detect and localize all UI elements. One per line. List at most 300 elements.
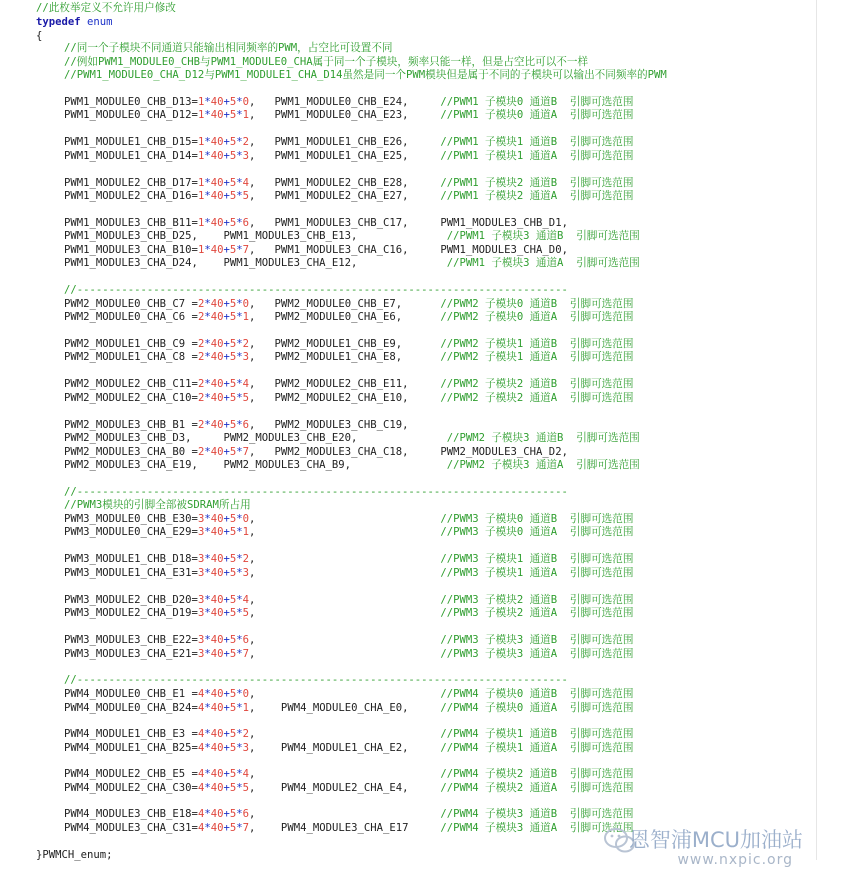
code-operator: *	[236, 190, 243, 202]
code-comment: //PWM2 子模块3 通道A 引脚可选范围	[446, 459, 640, 471]
code-comment: //PWM2 子模块1 通道A 引脚可选范围	[440, 351, 634, 363]
code-operator: *	[204, 190, 211, 202]
code-comment: //PWM3 子模块1 通道B 引脚可选范围	[440, 553, 634, 565]
watermark	[583, 814, 833, 874]
code-line	[36, 2, 176, 15]
code-comment: //同一个子模块不同通道只能输出相同频率的PWM，占空比可设置不同	[64, 42, 393, 54]
code-number: 5	[229, 96, 237, 108]
code-number: 40	[210, 742, 224, 754]
code-comment: //PWM3 子模块0 通道A 引脚可选范围	[440, 526, 634, 538]
code-operator: enum	[87, 16, 113, 28]
code-comment: //PWM1 子模块0 通道B 引脚可选范围	[440, 96, 634, 108]
code-operator: +	[223, 702, 230, 714]
code-operator: *	[236, 419, 243, 431]
code-comment: //-----------------------------------------------------------------------------	[64, 486, 568, 498]
code-line	[64, 432, 640, 445]
code-comment: //PWM2 子模块0 通道B 引脚可选范围	[440, 298, 634, 310]
code-number: 2	[197, 419, 205, 431]
code-comment: //-----------------------------------------------------------------------------	[64, 674, 568, 686]
code-number: 40	[210, 311, 224, 323]
code-number: 3	[197, 513, 205, 525]
code-line	[64, 808, 633, 821]
code-number: 0	[242, 688, 250, 700]
code-comment: //PWM2 子模块2 通道B 引脚可选范围	[440, 378, 634, 390]
code-operator: *	[236, 742, 243, 754]
code-operator: *	[204, 553, 211, 565]
code-operator: +	[223, 338, 230, 350]
code-line	[64, 594, 633, 607]
code-operator: *	[236, 526, 243, 538]
code-operator: +	[223, 526, 230, 538]
code-token: PWM3_MODULE1_CHB_D18=	[64, 553, 198, 565]
editor-guide-line	[816, 0, 817, 860]
code-token: PWM1_MODULE1_CHB_D15=	[64, 136, 198, 148]
code-comment: //-----------------------------------------------------------------------------	[64, 284, 568, 296]
code-line	[64, 634, 633, 647]
code-line	[64, 378, 633, 391]
code-operator: *	[204, 351, 211, 363]
code-keyword: typedef	[36, 16, 81, 28]
code-token: ,	[249, 648, 441, 660]
code-comment: //PWM4 子模块1 通道A 引脚可选范围	[440, 742, 634, 754]
code-operator: +	[223, 742, 230, 754]
code-line	[64, 728, 633, 741]
code-operator: *	[236, 513, 243, 525]
code-number: 5	[229, 648, 237, 660]
code-line	[64, 688, 633, 701]
code-number: 5	[229, 109, 237, 121]
code-comment: //PWM1 子模块1 通道A 引脚可选范围	[440, 150, 634, 162]
code-line	[64, 230, 640, 243]
code-token: ,	[249, 567, 441, 579]
code-line	[64, 150, 633, 163]
code-line	[64, 768, 633, 781]
code-token: PWM4_MODULE1_CHA_B25=	[64, 742, 198, 754]
code-number: 3	[242, 567, 250, 579]
code-token: , PWM1_MODULE0_CHA_E23,	[249, 109, 441, 121]
code-number: 1	[197, 96, 205, 108]
code-token: PWM1_MODULE2_CHB_D17=	[64, 177, 198, 189]
code-token: PWM2_MODULE3_CHA_B0 =	[64, 446, 198, 458]
code-number: 40	[210, 513, 224, 525]
code-token: PWM4_MODULE3_CHA_C31=	[64, 822, 198, 834]
code-token: , PWM2_MODULE1_CHB_E9,	[249, 338, 441, 350]
code-line	[64, 311, 633, 324]
code-line	[64, 648, 633, 661]
code-number: 5	[229, 177, 237, 189]
code-number: 4	[197, 768, 205, 780]
code-number: 5	[229, 392, 237, 404]
code-operator: *	[236, 338, 243, 350]
code-number: 3	[197, 648, 205, 660]
code-token: , PWM2_MODULE2_CHB_E11,	[249, 378, 441, 390]
code-line	[64, 217, 568, 230]
code-comment: //PWM3 子模块3 通道A 引脚可选范围	[440, 648, 634, 660]
code-token: , PWM2_MODULE3_CHA_C18, PWM2_MODULE3_CHA_D2,	[249, 446, 568, 458]
code-number: 5	[242, 607, 250, 619]
code-operator: +	[223, 392, 230, 404]
code-number: 4	[197, 808, 205, 820]
code-token: PWM3_MODULE0_CHB_E30=	[64, 513, 198, 525]
code-line	[64, 177, 633, 190]
code-line	[64, 136, 633, 149]
code-number: 5	[229, 150, 237, 162]
code-number: 1	[242, 702, 250, 714]
code-operator: *	[204, 392, 211, 404]
code-token: PWM1_MODULE3_CHA_D24, PWM1_MODULE3_CHA_E12,	[64, 257, 447, 269]
code-operator: *	[236, 768, 243, 780]
code-number: 4	[242, 594, 250, 606]
code-line	[64, 190, 633, 203]
code-number: 2	[197, 446, 205, 458]
code-token: ,	[249, 688, 441, 700]
code-operator: *	[204, 728, 211, 740]
code-operator: *	[236, 244, 243, 256]
code-token: ,	[249, 594, 441, 606]
code-comment: //PWM3 子模块0 通道B 引脚可选范围	[440, 513, 634, 525]
code-token: PWM2_MODULE3_CHA_E19, PWM2_MODULE3_CHA_B9,	[64, 459, 447, 471]
code-token: PWM4_MODULE2_CHB_E5 =	[64, 768, 198, 780]
watermark-url: www.nxpic.org	[677, 852, 793, 868]
code-number: 7	[242, 648, 250, 660]
code-operator: *	[236, 808, 243, 820]
code-line	[36, 30, 42, 43]
code-number: 5	[229, 419, 237, 431]
code-comment: //PWM4 子模块0 通道A 引脚可选范围	[440, 702, 634, 714]
code-token: PWM1_MODULE0_CHB_D13=	[64, 96, 198, 108]
code-number: 0	[242, 513, 250, 525]
code-token: PWM3_MODULE2_CHB_D20=	[64, 594, 198, 606]
code-operator: +	[223, 190, 230, 202]
code-operator: *	[204, 808, 211, 820]
code-number: 2	[197, 351, 205, 363]
code-number: 40	[210, 768, 224, 780]
code-token: PWM1_MODULE0_CHA_D12=	[64, 109, 198, 121]
code-number: 5	[229, 526, 237, 538]
code-number: 7	[242, 446, 250, 458]
code-number: 6	[242, 634, 250, 646]
code-number: 5	[229, 822, 237, 834]
code-operator: *	[204, 594, 211, 606]
code-comment: //PWM2 子模块2 通道A 引脚可选范围	[440, 392, 634, 404]
code-token: PWM2_MODULE1_CHA_C8 =	[64, 351, 198, 363]
code-comment: //PWM1_MODULE0_CHA_D12与PWM1_MODULE1_CHA_D14虽然是同一个PWM模块但是属于不同的子模块可以输出不同频率的PWM	[64, 69, 667, 81]
code-comment: //PWM3 子模块1 通道A 引脚可选范围	[440, 567, 634, 579]
code-operator: *	[204, 513, 211, 525]
code-operator: +	[223, 594, 230, 606]
code-comment: //PWM1 子模块2 通道B 引脚可选范围	[440, 177, 634, 189]
code-line	[64, 96, 633, 109]
code-token: PWM1_MODULE3_CHA_B10=	[64, 244, 198, 256]
code-operator: *	[204, 607, 211, 619]
code-number: 40	[210, 298, 224, 310]
code-number: 3	[197, 526, 205, 538]
code-number: 2	[197, 392, 205, 404]
code-number: 40	[210, 648, 224, 660]
code-number: 5	[229, 634, 237, 646]
code-comment: //PWM4 子模块2 通道B 引脚可选范围	[440, 768, 634, 780]
code-token: PWM3_MODULE1_CHA_E31=	[64, 567, 198, 579]
code-line	[64, 392, 633, 405]
code-line	[64, 567, 633, 580]
code-token: PWM1_MODULE2_CHA_D16=	[64, 190, 198, 202]
code-number: 1	[242, 311, 250, 323]
code-token: , PWM1_MODULE0_CHB_E24,	[249, 96, 441, 108]
code-line	[64, 513, 633, 526]
code-number: 40	[210, 688, 224, 700]
code-line	[64, 284, 568, 297]
watermark-text: 恩智浦MCU加油站	[628, 828, 803, 852]
code-number: 4	[197, 688, 205, 700]
code-number: 1	[197, 177, 205, 189]
code-token: , PWM1_MODULE2_CHA_E27,	[249, 190, 441, 202]
code-operator: +	[223, 419, 230, 431]
code-token: PWM4_MODULE3_CHB_E18=	[64, 808, 198, 820]
code-operator: *	[204, 526, 211, 538]
code-operator: *	[204, 822, 211, 834]
code-token: ,	[249, 808, 441, 820]
code-token: , PWM1_MODULE3_CHB_C17, PWM1_MODULE3_CHB_D1,	[249, 217, 568, 229]
code-operator: *	[204, 688, 211, 700]
code-number: 3	[242, 351, 250, 363]
code-number: 40	[210, 782, 224, 794]
code-operator: *	[236, 594, 243, 606]
code-number: 2	[242, 338, 250, 350]
code-number: 4	[197, 728, 205, 740]
code-line	[64, 257, 640, 270]
code-number: 4	[197, 782, 205, 794]
code-comment: //PWM3模块的引脚全部被SDRAM所占用	[64, 499, 251, 511]
code-number: 3	[242, 742, 250, 754]
code-number: 40	[210, 351, 224, 363]
code-comment: //PWM1 子模块1 通道B 引脚可选范围	[440, 136, 634, 148]
code-operator: *	[236, 567, 243, 579]
code-number: 2	[242, 136, 250, 148]
code-comment: //PWM2 子模块3 通道B 引脚可选范围	[446, 432, 640, 444]
code-number: 2	[197, 338, 205, 350]
code-line	[64, 351, 633, 364]
code-operator: *	[204, 217, 211, 229]
code-token: , PWM1_MODULE1_CHA_E25,	[249, 150, 441, 162]
code-number: 40	[210, 607, 224, 619]
code-comment: //PWM4 子模块2 通道A 引脚可选范围	[440, 782, 634, 794]
code-operator: *	[236, 634, 243, 646]
code-operator: +	[223, 244, 230, 256]
code-operator: *	[204, 768, 211, 780]
code-comment: //PWM4 子模块1 通道B 引脚可选范围	[440, 728, 634, 740]
code-line	[64, 69, 667, 82]
code-operator: *	[236, 136, 243, 148]
code-operator: *	[236, 553, 243, 565]
code-number: 5	[229, 190, 237, 202]
code-comment: //PWM4 子模块0 通道B 引脚可选范围	[440, 688, 634, 700]
code-token: ,	[249, 526, 441, 538]
code-token: , PWM2_MODULE0_CHA_E6,	[249, 311, 441, 323]
code-number: 6	[242, 419, 250, 431]
code-token: PWM4_MODULE0_CHB_E1 =	[64, 688, 198, 700]
code-token: PWM2_MODULE2_CHB_C11=	[64, 378, 198, 390]
code-operator: *	[204, 244, 211, 256]
code-token: {	[36, 30, 43, 42]
code-token: PWM3_MODULE0_CHA_E29=	[64, 526, 198, 538]
code-number: 5	[229, 351, 237, 363]
code-token: , PWM2_MODULE2_CHA_E10,	[249, 392, 441, 404]
code-number: 5	[229, 594, 237, 606]
code-number: 5	[242, 190, 250, 202]
code-line	[64, 674, 568, 687]
code-number: 3	[197, 594, 205, 606]
code-token: PWM4_MODULE1_CHB_E3 =	[64, 728, 198, 740]
code-number: 3	[197, 567, 205, 579]
code-line	[64, 553, 633, 566]
code-token: , PWM2_MODULE0_CHB_E7,	[249, 298, 441, 310]
code-operator: +	[223, 217, 230, 229]
code-line	[36, 849, 113, 862]
code-line	[64, 298, 633, 311]
code-number: 2	[197, 298, 205, 310]
code-token: ,	[249, 553, 441, 565]
code-number: 5	[229, 808, 237, 820]
code-number: 1	[197, 217, 205, 229]
code-operator: *	[236, 702, 243, 714]
code-line	[64, 244, 568, 257]
code-number: 2	[197, 378, 205, 390]
code-token: , PWM4_MODULE0_CHA_E0,	[249, 702, 441, 714]
code-line	[64, 526, 633, 539]
code-number: 4	[197, 822, 205, 834]
code-operator: *	[204, 96, 211, 108]
code-operator: +	[223, 808, 230, 820]
code-number: 40	[210, 378, 224, 390]
code-number: 6	[242, 217, 250, 229]
code-number: 1	[197, 150, 205, 162]
code-line	[64, 56, 588, 69]
code-number: 1	[197, 109, 205, 121]
code-number: 2	[242, 553, 250, 565]
code-operator: *	[204, 446, 211, 458]
code-line	[64, 499, 251, 512]
code-operator: +	[223, 782, 230, 794]
code-comment: //PWM3 子模块3 通道B 引脚可选范围	[440, 634, 634, 646]
code-token: PWM3_MODULE2_CHA_D19=	[64, 607, 198, 619]
code-operator: +	[223, 567, 230, 579]
code-operator: *	[236, 607, 243, 619]
code-line	[64, 782, 633, 795]
code-token: ,	[249, 768, 441, 780]
code-number: 40	[210, 190, 224, 202]
code-operator: *	[204, 136, 211, 148]
code-number: 40	[210, 419, 224, 431]
code-line	[64, 486, 568, 499]
code-number: 3	[197, 553, 205, 565]
code-token: , PWM1_MODULE2_CHB_E28,	[249, 177, 441, 189]
code-operator: +	[223, 109, 230, 121]
code-comment: //例如PWM1_MODULE0_CHB与PWM1_MODULE0_CHA属于同一个子模块，频率只能一样，但是占空比可以不一样	[64, 56, 589, 68]
code-operator: *	[236, 217, 243, 229]
code-number: 40	[210, 567, 224, 579]
code-token: , PWM4_MODULE1_CHA_E2,	[249, 742, 441, 754]
code-operator: *	[236, 177, 243, 189]
code-token: PWM2_MODULE3_CHB_D3, PWM2_MODULE3_CHB_E20,	[64, 432, 447, 444]
code-line	[64, 109, 633, 122]
code-operator: *	[204, 419, 211, 431]
code-line	[64, 607, 633, 620]
code-token: , PWM1_MODULE3_CHA_C16, PWM1_MODULE3_CHA_D0,	[249, 244, 568, 256]
code-token: PWM1_MODULE3_CHB_B11=	[64, 217, 198, 229]
code-operator: +	[223, 351, 230, 363]
code-number: 40	[210, 728, 224, 740]
code-operator: +	[223, 136, 230, 148]
code-operator: *	[204, 567, 211, 579]
code-operator: *	[236, 822, 243, 834]
code-number: 40	[210, 136, 224, 148]
code-line	[64, 338, 633, 351]
code-comment: //PWM4 子模块3 通道A 引脚可选范围	[440, 822, 634, 834]
code-operator: *	[204, 634, 211, 646]
code-token: PWM2_MODULE0_CHA_C6 =	[64, 311, 198, 323]
code-token: PWM2_MODULE0_CHB_C7 =	[64, 298, 198, 310]
code-number: 4	[242, 768, 250, 780]
code-number: 1	[242, 526, 250, 538]
code-number: 5	[229, 553, 237, 565]
code-operator: +	[223, 177, 230, 189]
code-operator: *	[204, 742, 211, 754]
code-token: PWM2_MODULE3_CHB_B1 =	[64, 419, 198, 431]
code-number: 4	[197, 702, 205, 714]
code-token: , PWM4_MODULE2_CHA_E4,	[249, 782, 441, 794]
code-number: 5	[242, 782, 250, 794]
code-operator: *	[236, 150, 243, 162]
code-operator: +	[223, 607, 230, 619]
code-number: 1	[197, 244, 205, 256]
code-number: 5	[229, 742, 237, 754]
code-operator: +	[223, 822, 230, 834]
code-operator: +	[223, 446, 230, 458]
code-operator: *	[236, 688, 243, 700]
code-operator: +	[223, 768, 230, 780]
code-number: 4	[242, 378, 250, 390]
code-number: 40	[210, 446, 224, 458]
code-operator: +	[223, 648, 230, 660]
code-operator: *	[204, 150, 211, 162]
code-operator: *	[236, 109, 243, 121]
code-operator: *	[204, 298, 211, 310]
code-number: 3	[197, 607, 205, 619]
code-operator: *	[204, 782, 211, 794]
code-token: PWM3_MODULE3_CHA_E21=	[64, 648, 198, 660]
code-operator: +	[223, 728, 230, 740]
code-operator: *	[204, 311, 211, 323]
code-comment: //PWM2 子模块1 通道B 引脚可选范围	[440, 338, 634, 350]
code-number: 5	[229, 298, 237, 310]
code-number: 7	[242, 822, 250, 834]
code-comment: //PWM1 子模块0 通道A 引脚可选范围	[440, 109, 634, 121]
code-number: 5	[229, 728, 237, 740]
code-token: ,	[249, 607, 441, 619]
code-number: 40	[210, 177, 224, 189]
code-number: 40	[210, 822, 224, 834]
code-token: PWM1_MODULE3_CHB_D25, PWM1_MODULE3_CHB_E13,	[64, 230, 447, 242]
code-line	[64, 42, 393, 55]
code-number: 6	[242, 808, 250, 820]
code-operator: +	[223, 688, 230, 700]
code-comment: //PWM3 子模块2 通道A 引脚可选范围	[440, 607, 634, 619]
code-number: 40	[210, 338, 224, 350]
code-number: 5	[229, 688, 237, 700]
code-number: 5	[229, 768, 237, 780]
code-operator: *	[204, 648, 211, 660]
code-number: 4	[242, 177, 250, 189]
